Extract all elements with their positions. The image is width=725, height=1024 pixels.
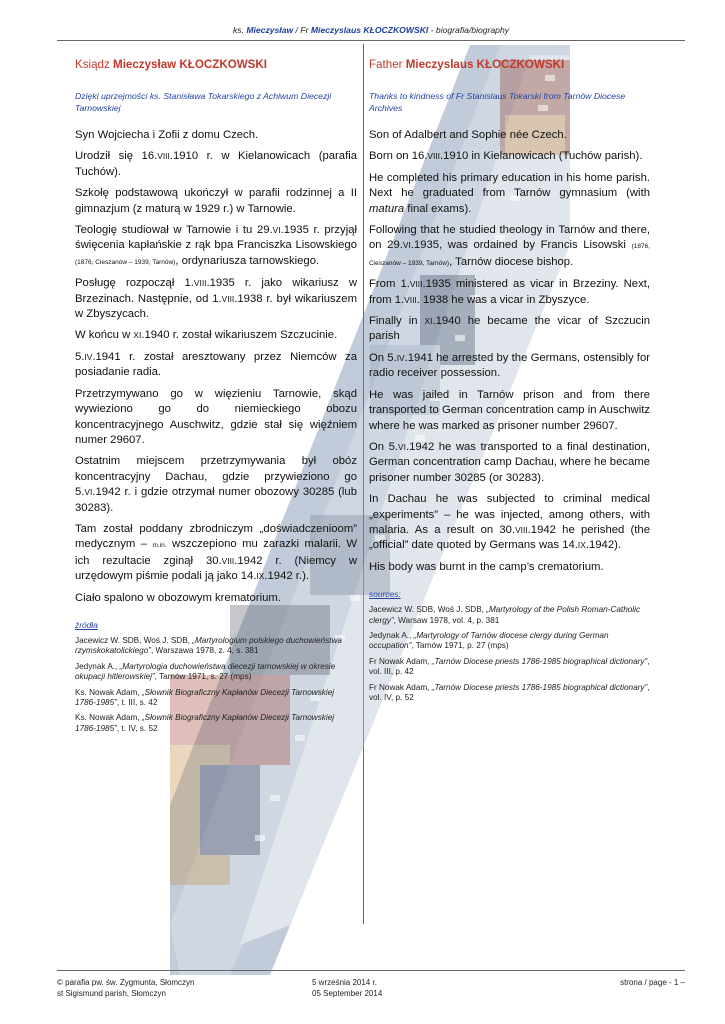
english-column: [369, 58, 650, 708]
paragraph: Przetrzymywano go w więzieniu Tarnowie, skąd wywieziono go do niemieckiego obozu koncentracyjnego Auschwitz, gdzie stał się więźniem numer 29607.: [75, 387, 357, 446]
page-header: ks. Mieczysław / Fr Mieczyslaus KŁOCZKOWSKI - biografia/biography: [232, 25, 510, 35]
footer-date: 5 września 2014 r. 05 September 2014: [312, 978, 383, 998]
paragraph: On 5.IV.1941 he arrested by the Germans, ostensibly for radio receiver possession.: [369, 351, 650, 380]
paragraph: Teologię studiował w Tarnowie i tu 29.VI.1935 r. przyjął święcenia kapłańskie z rąk bpa Franciszka Lisowskiego (1876, Cieszanów – 1939, Tarnów), ordynariusza tarnowskiego.: [75, 224, 357, 267]
acknowledgement-pl: Dzięki uprzejmości ks. Stanisława Tokarskiego z Achiwum Diecezji Tarnowskiej: [75, 91, 332, 113]
source-item: Ks. Nowak Adam, „Słownik Biograficzny Kapłanów Diecezji Tarnowskiej 1786-1985”, t. III, s. 42: [75, 687, 335, 707]
paragraph: Finally in XI.1940 he became the vicar of Szczucin parish: [369, 315, 650, 343]
paragraph: Syn Wojciecha i Zofii z domu Czech.: [75, 129, 259, 141]
footer-page-number: strona / page - 1 –: [620, 978, 685, 987]
paragraph: Szkołę podstawową ukończył w parafii rodzinnej a II gimnazjum (z maturą w 1929 r.) w Tarnowie.: [75, 187, 357, 215]
paragraph: He completed his primary education in his home parish. Next he graduated from Tarnów gymnasium (with matura final exams).: [369, 171, 650, 215]
paragraph: Ostatnim miejscem przetrzymywania był obóz koncentracyjny Dachau, gdzie przywieziono go 5.VI.1942 r. i gdzie otrzymał numer obozowy 30285 (lub 30283).: [75, 455, 357, 514]
source-item: Jacewicz W. SDB, Woś J. SDB, „Martyrologium polskiego duchowieństwa rzymskokatolickiego”, Warszawa 1978, z. 4, s. 381: [75, 635, 342, 656]
paragraph: His body was burnt in the camp’s crematorium.: [369, 560, 604, 573]
footer-left: © parafia pw. św. Zygmunta, Słomczyn st Sigismund parish, Słomczyn: [57, 978, 195, 998]
footer-rule: [57, 970, 685, 971]
sources-pl: [75, 620, 357, 734]
paragraph: Following that he studied theology in Tarnów and there, on 29.VI.1935, was ordained by Francis Lisowski (1876, Cieszanów – 1939, Tarnów), Tarnów diocese bishop.: [369, 224, 650, 268]
source-item: Fr Nowak Adam, „Tarnów Diocese priests 1786-1985 biographical dictionary”, vol. IV, p. 52: [369, 682, 650, 702]
sources-en: [369, 589, 650, 703]
paragraph: Born on 16.VIII.1910 in Kielanowicach (Tuchów parish).: [369, 150, 643, 163]
paragraph: From 1.VIII.1935 ministered as vicar in Brzeziny. Next, from 1.VIII. 1938 he was a vicar in Zbyszyce.: [369, 278, 650, 306]
paragraph: He was jailed in Tarnów prison and from there transported to German concentration camp in Auschwitz where he was marked as prisoner number 29607.: [369, 388, 650, 432]
title-en: Father Mieczyslaus KŁOCZKOWSKI: [369, 58, 565, 71]
paragraph: Posługę rozpoczął 1.VIII.1935 r. jako wikariusz w Brzezinach. Następnie, od 1.VIII.1938 r. był wikariuszem w Zbyszycach.: [75, 277, 358, 321]
paragraph: Tam został poddany zbrodniczym „doświadczenioom” medycznym – m.in. wszczepiono mu zarazki malarii. W ich rezultacie zginął 30.VIII.1942 r. (Niemcy w urzędowym piśmie podali ją jako 14.IX.1942 r.).: [75, 522, 358, 583]
paragraph: Urodził się 16.VIII.1910 r. w Kielanowicach (parafia Tuchów).: [75, 150, 357, 178]
source-item: Ks. Nowak Adam, „Słownik Biograficzny Kapłanów Diecezji Tarnowskiej 1786-1985”, t. IV, s. 52: [75, 713, 335, 733]
paragraph: W końcu w XI.1940 r. został wikariuszem Szczucinie.: [75, 329, 338, 342]
paragraph: Son of Adalbert and Sophie née Czech.: [369, 129, 567, 141]
biography-pl: [75, 128, 357, 606]
paragraph: 5.IV.1941 r. został aresztowany przez Niemców za posiadanie radia.: [75, 350, 357, 379]
source-item: Fr Nowak Adam, „Tarnów Diocese priests 1786-1985 biographical dictionary”, vol. III, p. 42: [369, 656, 650, 677]
sources-label-en: sources:: [369, 589, 401, 600]
polish-column: [75, 58, 357, 739]
header-rule: [57, 40, 685, 41]
paragraph: On 5.VI.1942 he was transported to a final destination, German concentration camp Dachau, where he became prisoner number 30285 (or 30283).: [369, 440, 650, 484]
sources-label-pl: źródła: [75, 619, 98, 630]
source-item: Jacewicz W. SDB, Woś J. SDB, „Martyrology of the Polish Roman-Catholic clergy”, Warsaw 1978, vol. 4, p. 381: [369, 605, 641, 625]
biography-en: [369, 128, 650, 575]
paragraph: In Dachau he was subjected to criminal medical „experiments” – he was injected, among others, with malaria. As a result on 30.VIII.1942 he perished (the „official” date quoted by Germans was 14.IX.1942).: [369, 493, 650, 552]
paragraph: Ciało spalono w obozowym krematorium.: [75, 591, 281, 604]
source-item: Jedynak A., „Martyrology of Tarnów diocese clergy during German occupation”, Tarnów 1971, p. 27 (mps): [369, 630, 609, 651]
title-pl: Ksiądz Mieczysław KŁOCZKOWSKI: [75, 58, 267, 71]
acknowledgement-en: Thanks to kindness of Fr Stanislaus Tokarski from Tarnów Diocese Archives: [369, 91, 626, 113]
source-item: Jedynak A., „Martyrologia duchowieństwa diecezji tarnowskiej w okresie okupacji hitlerowskiej”, Tarnów 1971, s. 27 (mps): [75, 661, 336, 682]
